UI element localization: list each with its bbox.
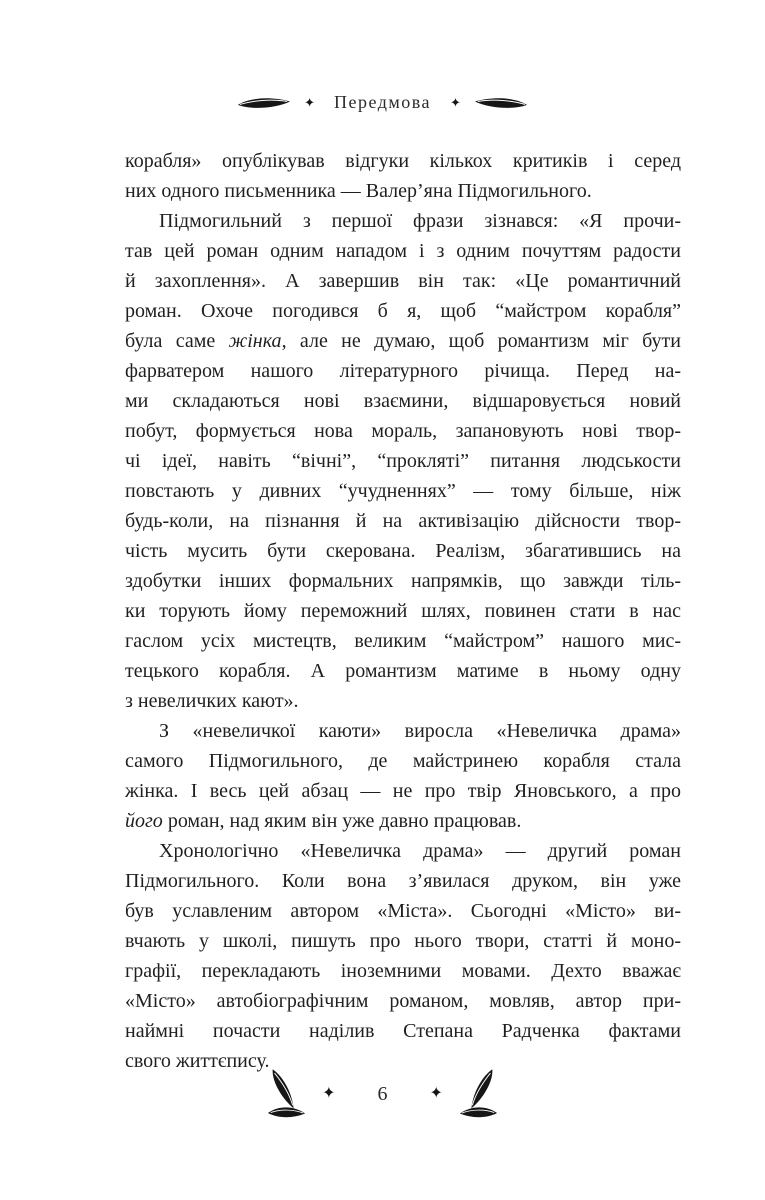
page-number: 6 [377,1082,388,1105]
text-segment: , але не думаю, щоб романтизм міг бути [281,330,681,352]
text-line [125,476,681,506]
text-segment: вчають у школі, пишуть про нього твори, статті й моно- [125,930,681,952]
text-segment: здобутки інших формальних напрямків, що завжди тіль- [125,570,681,592]
text-segment: роман, над яким він уже давно працював. [162,810,522,832]
text-line [125,266,681,296]
diamond-star-icon: ✦ [429,1085,443,1102]
text-segment: З «невеличкої каюти» виросла «Невеличка драма» [159,720,681,742]
text-segment: Підмогильний з першої фрази зізнався: «Я прочи- [159,210,681,232]
text-segment: свого життєпису. [125,1050,270,1072]
text-segment: ми складаються нові взаємини, відшаровується новий [125,390,681,412]
text-line [125,566,681,596]
paragraph [125,206,681,716]
text-segment: чі ідеї, навіть “вічні”, “прокляті” питання людськости [125,450,681,472]
text-segment: графії, перекладають іноземними мовами. Дехто вважає [125,960,681,982]
text-line [125,836,681,866]
text-segment: був уславленим автором «Міста». Сьогодні «Місто» ви- [125,900,681,922]
text-line [125,986,681,1016]
text-segment: побут, формується нова мораль, запановують нові твор- [125,420,681,442]
paragraph [125,146,681,206]
text-segment: них одного письменника — Валер’яна Підмогильного. [125,180,592,202]
diamond-star-icon: ✦ [322,1085,336,1102]
text-line [125,776,681,806]
text-line [125,596,681,626]
text-line [125,176,681,206]
text-segment: будь-коли, на пізнання й на активізацію дійсности твор- [125,510,681,532]
page-footer [0,1068,765,1120]
text-segment: жінка. І весь цей абзац — не про твір Яновського, а про [125,780,681,802]
text-line [125,506,681,536]
italic-text: жінка [228,330,282,352]
body-text [125,146,681,1076]
text-segment: роман. Охоче погодився б я, щоб “майстром корабля” [125,300,681,322]
text-line [125,866,681,896]
text-segment: ки торують йому переможний шлях, повинен стати в нас [125,600,681,622]
text-segment: повстають у дивних “учудненнях” — тому більше, ніж [125,480,681,502]
text-segment: фарватером нашого літературного річища. Перед на- [125,360,681,382]
text-line [125,326,681,356]
text-segment: гаслом усіх мистецтв, великим “майстром” нашого мис- [125,630,681,652]
diamond-star-icon: ✦ [450,95,461,110]
text-line [125,746,681,776]
text-segment: тав цей роман одним нападом і з одним почуттям радости [125,240,681,262]
text-line [125,446,681,476]
branch-ornament-right-icon [459,1068,499,1120]
text-segment: Підмогильного. Коли вона з’явилася друком, він уже [125,870,681,892]
chapter-header [0,92,765,113]
text-line [125,356,681,386]
chapter-title: Передмова [333,92,432,112]
text-segment: чість мусить бути скерована. Реалізм, збагатившись на [125,540,681,562]
text-line [125,716,681,746]
branch-ornament-left-icon [266,1068,306,1120]
text-line [125,926,681,956]
leaf-ornament-left-icon [237,95,291,111]
text-segment: з невеличких кают». [125,690,299,712]
text-line [125,296,681,326]
text-line [125,656,681,686]
leaf-ornament-right-icon [474,95,528,111]
text-segment: тецького корабля. А романтизм матиме в ньому одну [125,660,681,682]
text-segment: й захоплення». А завершив він так: «Це романтичний [125,270,681,292]
text-line [125,416,681,446]
paragraph [125,716,681,836]
text-line [125,536,681,566]
diamond-star-icon: ✦ [304,95,315,110]
text-line [125,686,681,716]
text-segment: Хронологічно «Невеличка драма» — другий роман [159,840,681,862]
text-line [125,956,681,986]
italic-text: його [125,810,163,832]
text-line [125,386,681,416]
text-line [125,206,681,236]
text-line [125,626,681,656]
text-line [125,896,681,926]
text-segment: була саме [125,330,229,352]
paragraph [125,836,681,1076]
text-segment: «Місто» автобіографічним романом, мовляв, автор при- [125,990,681,1012]
text-segment: самого Підмогильного, де майстринею корабля стала [125,750,681,772]
text-line [125,1016,681,1046]
text-segment: корабля» опублікував відгуки кількох критиків і серед [125,150,681,172]
text-line [125,236,681,266]
text-line [125,806,681,836]
text-segment: наймні почасти наділив Степана Радченка фактами [125,1020,681,1042]
text-line [125,146,681,176]
